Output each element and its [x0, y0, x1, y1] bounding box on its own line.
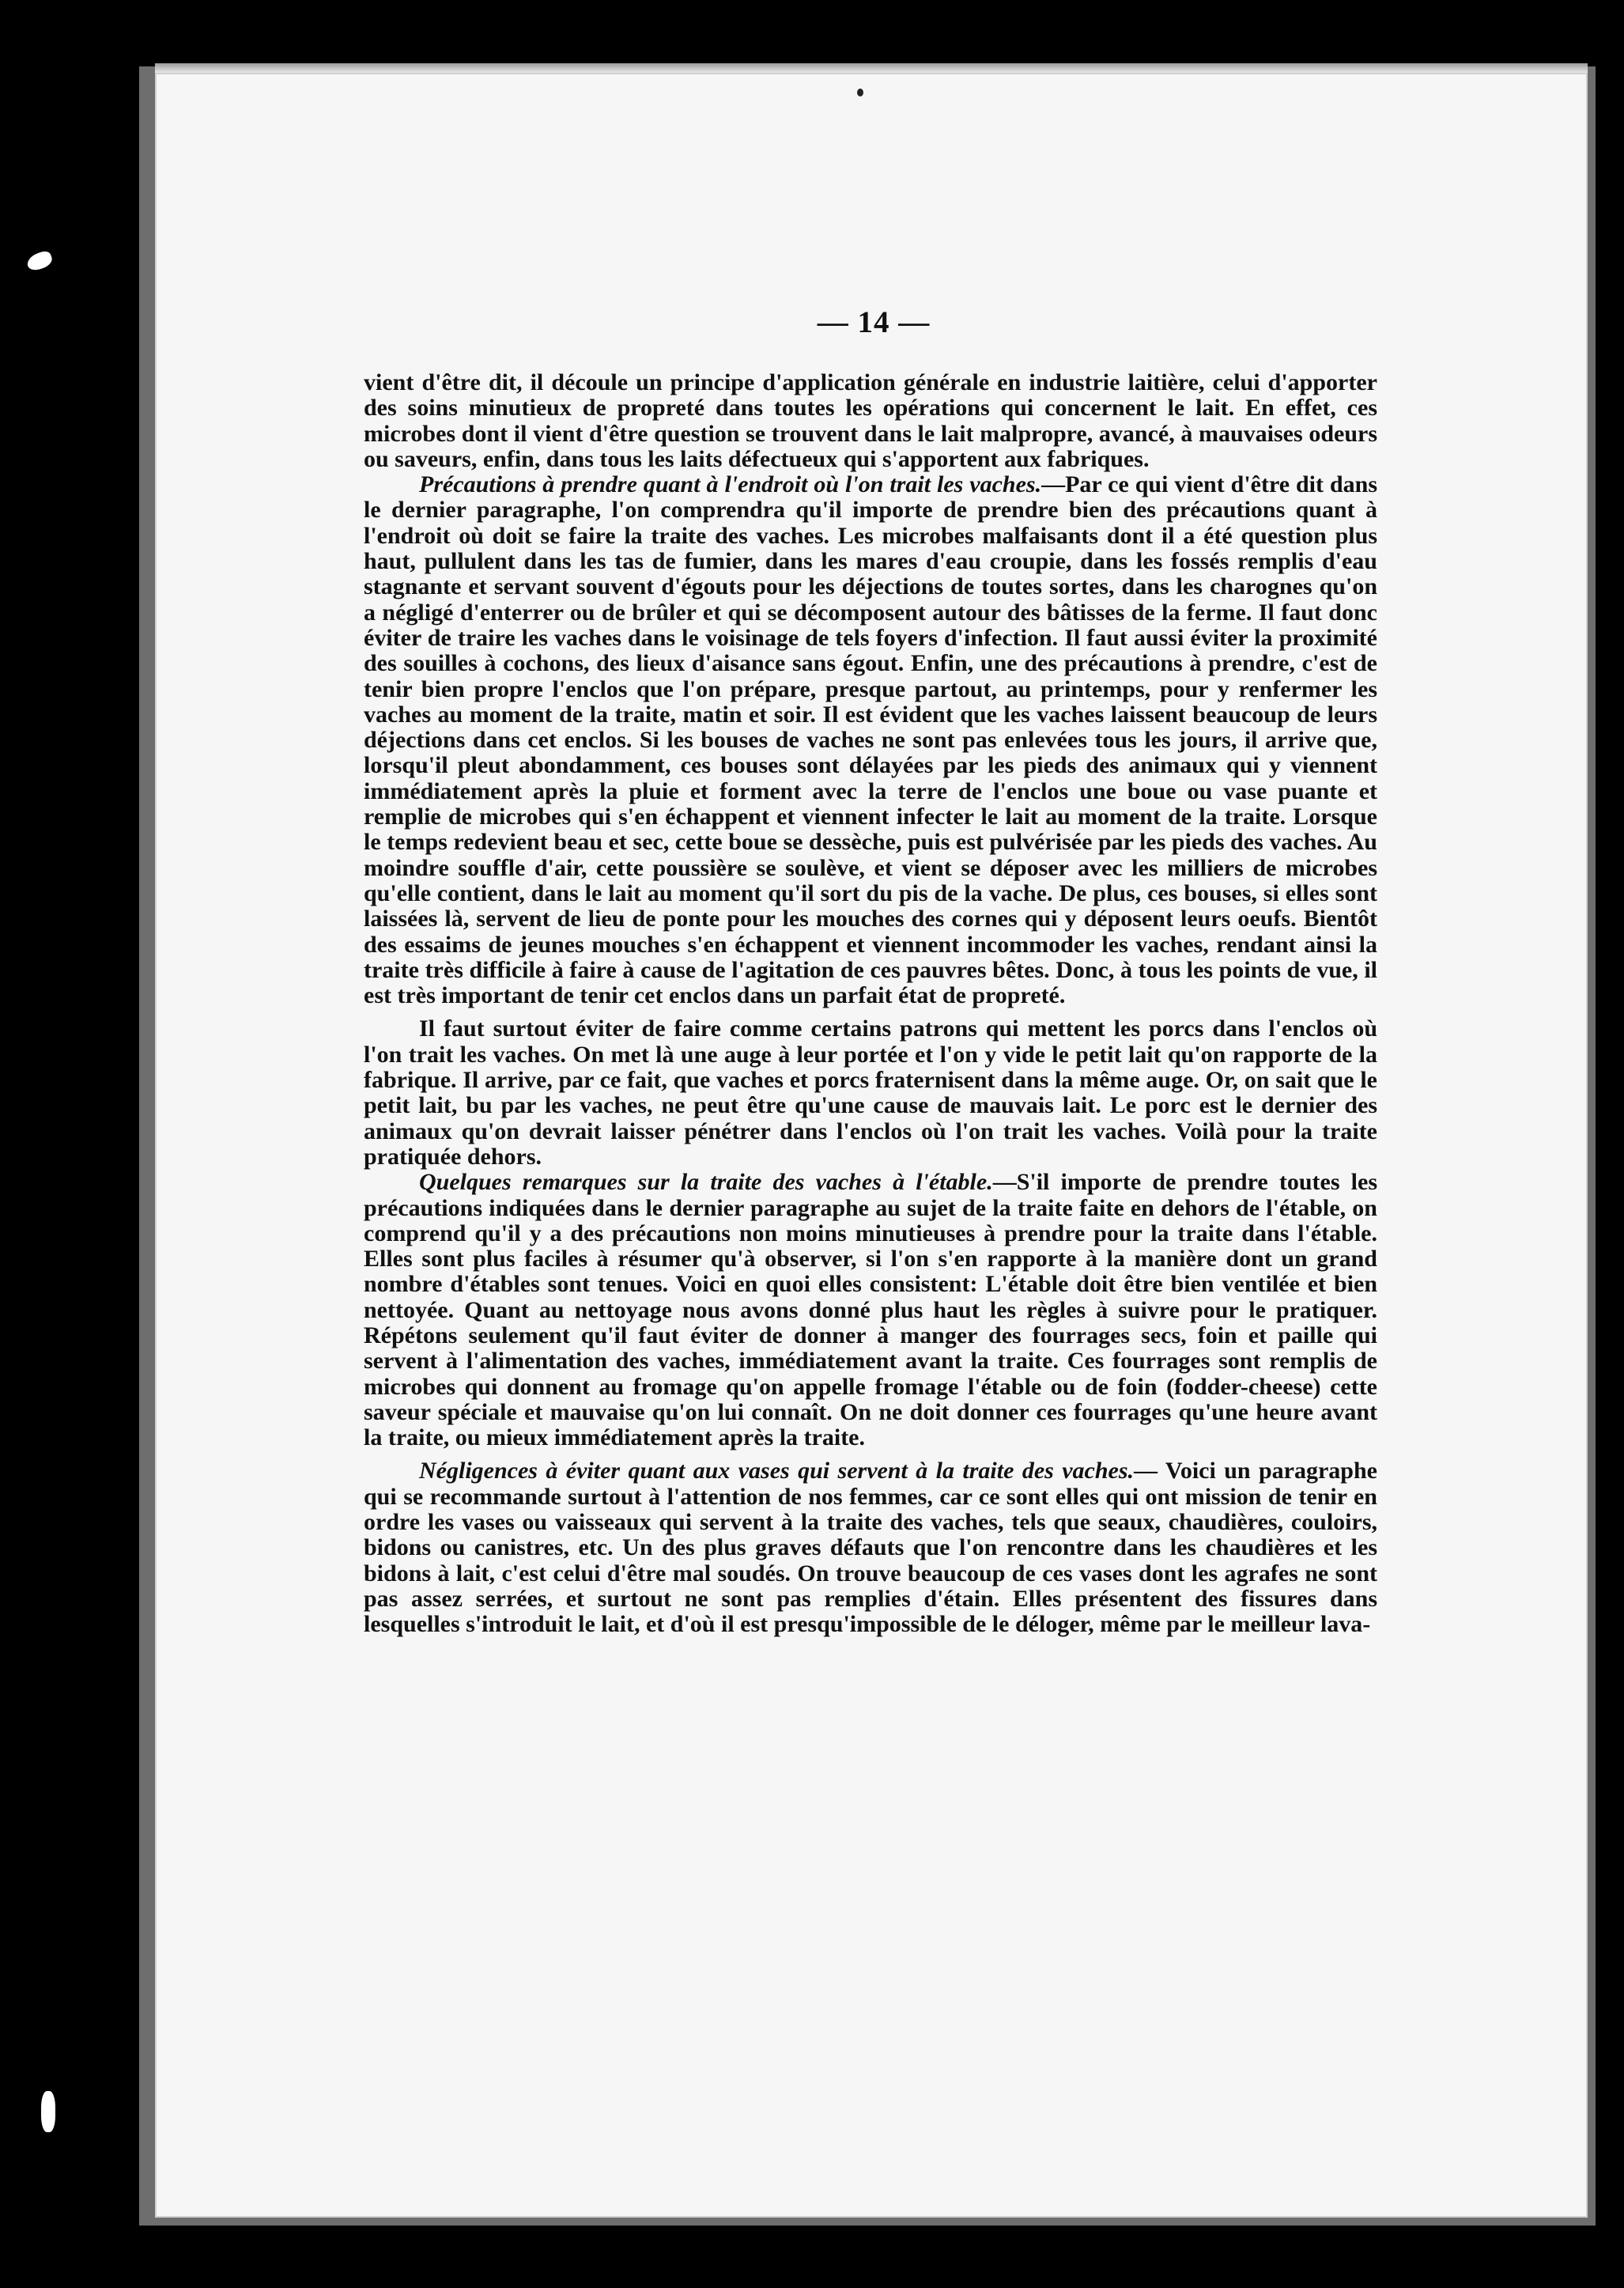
paragraph-4 [364, 1170, 1377, 1450]
paragraph-1-text: vient d'être dit, il découle un principe d'application générale en industrie laitière, celui d'apporter des soins minutieux de propreté dans toutes les opérations qui concernent le lait. En effet, ces microbes dont il vient d'être question se trouvent dans le lait malpropre, avancé, à mauvaises odeurs ou saveurs, enfin, dans tous les laits défectueux qui s'apportent aux fabriques. [364, 369, 1377, 472]
page-number: — 14 — [817, 305, 931, 339]
paragraph-1 [364, 370, 1377, 472]
scan-speck-left [25, 249, 55, 273]
section-heading-milking-place: Précautions à prendre quant à l'endroit où l'on trait les vaches. [419, 471, 1042, 498]
paragraph-3-text: Il faut surtout éviter de faire comme certains patrons qui mettent les porcs dans l'enclos où l'on trait les vaches. On met là une auge à leur portée et l'on y vide le petit lait qu'on rapporte de la fabrique. Il arrive, par ce fait, que vaches et porcs fraternisent dans la même auge. Or, on sait que le petit lait, bu par les vaches, ne peut être qu'une cause de mauvais lait. Le porc est le dernier des animaux qu'on devrait laisser pénétrer dans l'enclos où l'on trait les vaches. Voilà pour la traite pratiquée dehors. [364, 1015, 1377, 1170]
section-heading-milking-vessels: Négligences à éviter quant aux vases qui servent à la traite des vaches. [419, 1458, 1135, 1484]
section-heading-stable-milking: Quelques remarques sur la traite des vaches à l'étable. [419, 1169, 993, 1196]
scan-speck-left-bottom [41, 2091, 55, 2132]
page-top-edge [155, 63, 1588, 73]
paragraph-2 [364, 472, 1377, 1008]
paragraph-2-text: —Par ce qui vient d'être dit dans le dernier paragraphe, l'on comprendra qu'il importe de prendre bien des précautions quant à l'endroit où doit se faire la traite des vaches. Les microbes malfaisants dont il a été question plus haut, pullulent dans les tas de fumier, dans les mares d'eau croupie, dans les fossés remplis d'eau stagnante et servant souvent d'égouts pour les déjections de toutes sortes, dans les charognes qu'on a négligé d'enterrer ou de brûler et qui se décomposent autour des bâtisses de la ferme. Il faut donc éviter de traire les vaches dans le voisinage de tels foyers d'infection. Il faut aussi éviter la proximité des souilles à cochons, des lieux d'aisance sans égout. Enfin, une des précautions à prendre, c'est de tenir bien propre l'enclos que l'on prépare, presque partout, au printemps, pour y renfermer les vaches au moment de la traite, matin et soir. Il est évident que les vaches laissent beaucoup de leurs déjections dans cet enclos. Si les bouses de vaches ne sont pas enlevées tous les jours, il arrive que, lorsqu'il pleut abondamment, ces bouses sont délayées par les pieds des animaux qui y viennent immédiatement après la pluie et forment avec la terre de l'enclos une boue ou vase puante et remplie de microbes qui s'en échappent et viennent infecter le lait au moment de la traite. Lorsque le temps redevient beau et sec, cette boue se dessèche, puis est pulvérisée par les pieds des vaches. Au moindre souffle d'air, cette poussière se soulève, et vient se déposer avec les milliers de microbes qu'elle contient, dans le lait au moment qu'il sort du pis de la vache. De plus, ces bouses, si elles sont laissées là, servent de lieu de ponte pour les mouches des cornes qui y déposent leurs oeufs. Bientôt des essaims de jeunes mouches s'en échappent et viennent incommoder les vaches, rendant ainsi la traite très difficile à faire à cause de l'agitation de ces pauvres bêtes. Donc, à tous les points de vue, il est très important de tenir cet enclos dans un parfait état de propreté. [364, 471, 1377, 1009]
paragraph-4-text: —S'il importe de prendre toutes les précautions indiquées dans le dernier paragraphe au sujet de la traite faite en dehors de l'étable, on comprend qu'il y a des précautions non moins minutieuses à prendre pour la traite dans l'étable. Elles sont plus faciles à résumer qu'à observer, si l'on s'en rapporte à la manière dont un grand nombre d'étables sont tenues. Voici en quoi elles consistent: L'étable doit être bien ventilée et bien nettoyée. Quant au nettoyage nous avons donné plus haut les règles à suivre pour le pratiquer. Répétons seulement qu'il faut éviter de donner à manger des fourrages secs, foin et paille qui servent à l'alimentation des vaches, immédiatement avant la traite. Ces fourrages sont remplis de microbes qui donnent au fromage qu'on appelle fromage l'étable ou de foin (fodder-cheese) cette saveur spéciale et mauvaise qu'on lui connaît. On ne doit donner ces fourrages qu'une heure avant la traite, ou mieux immédiatement après la traite. [364, 1169, 1377, 1451]
body-text [364, 370, 1377, 1638]
scan-speck [857, 89, 863, 96]
paragraph-5-text: — Voici un paragraphe qui se recommande surtout à l'attention de nos femmes, car ce sont elles qui ont mission de tenir en ordre les vases ou vaisseaux qui servent à la traite des vaches, tels que seaux, chaudières, couloirs, bidons ou canistres, etc. Un des plus graves défauts que l'on rencontre dans les chaudières et les bidons à lait, c'est celui d'être mal soudés. On trouve beaucoup de ces vases dont les agrafes ne sont pas assez serrées, et surtout ne sont pas remplies d'étain. Elles présentent des fissures dans lesquelles s'introduit le lait, et d'où il est presqu'impossible de le déloger, même par le meilleur lava- [364, 1458, 1377, 1638]
paragraph-5 [364, 1458, 1377, 1637]
paragraph-3 [364, 1016, 1377, 1170]
